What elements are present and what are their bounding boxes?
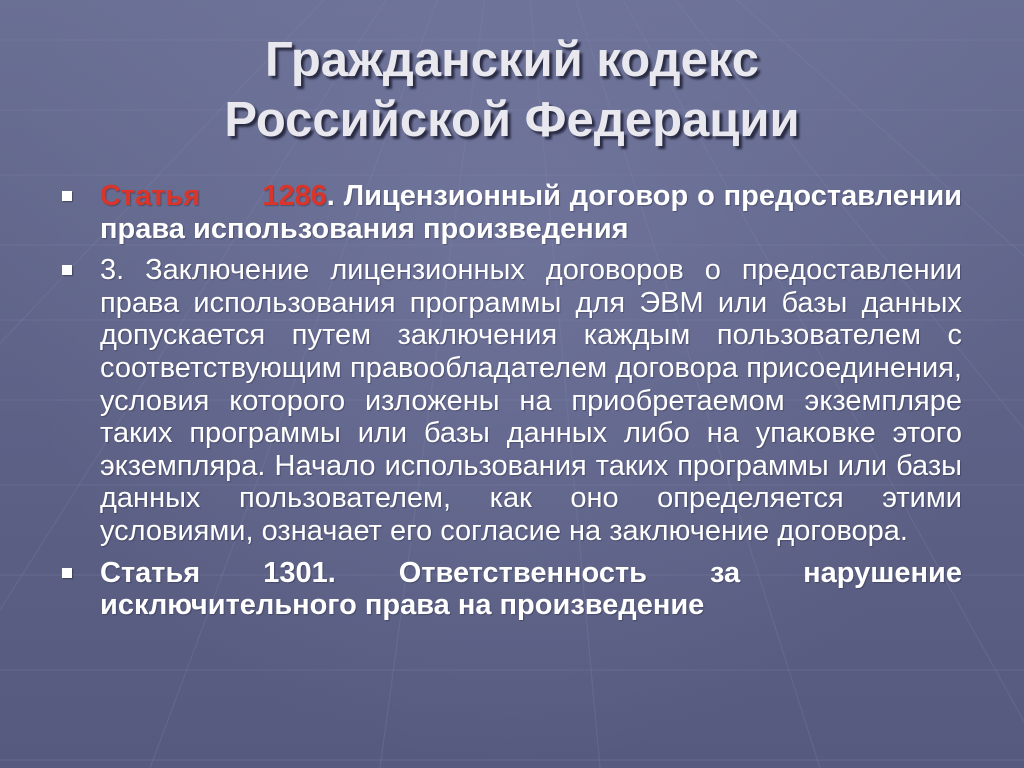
square-bullet-icon <box>62 265 72 275</box>
paragraph-text: 3. Заключение лицензионных договоров о предоставлении права использования программы для ЭВМ или базы данных допускается путем заключения каждым пользователем с соответствующим правообладателем договора присоединения, условия которого изложены на приобретаемом экземпляре таких программы или базы данных либо на упаковке этого экземпляра. Начало использования таких программы или базы данных пользователем, как оно определяется этими условиями, означает его согласие на заключение договора. <box>100 254 962 547</box>
article-heading: Статья 1301. Ответственность за нарушение исключительного права на произведение <box>100 556 962 622</box>
square-bullet-icon <box>62 568 72 578</box>
list-item <box>62 557 962 622</box>
article-heading: . Лицензионный договор о предоставлении права использования произведения <box>100 180 963 245</box>
article-number: 1286 <box>262 180 327 212</box>
title-line-1: Гражданский кодекс <box>264 33 760 87</box>
article-label: Статья <box>100 180 201 212</box>
square-bullet-icon <box>62 191 72 201</box>
title-line-2: Российской Федерации <box>224 93 800 147</box>
slide-title <box>0 30 1024 150</box>
bullet-list <box>62 180 962 631</box>
list-item <box>62 254 962 547</box>
list-item <box>62 180 962 245</box>
